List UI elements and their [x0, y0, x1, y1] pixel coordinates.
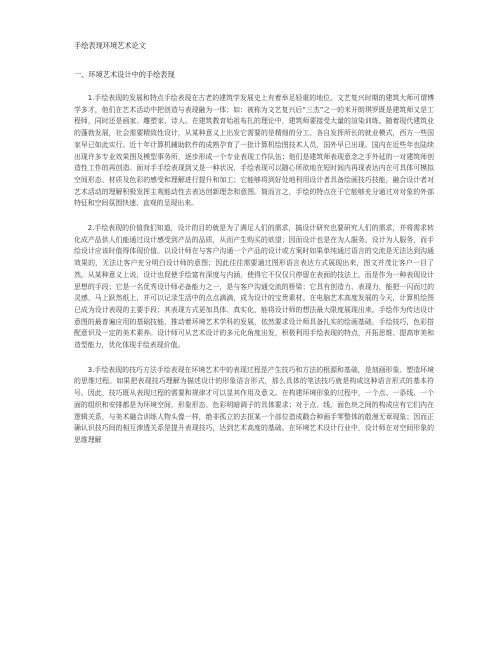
document-title: 手绘表现环境艺术论文: [74, 41, 146, 50]
paragraph-value: 2.手绘表现的价值我们知道，设计的目的就是为了满足人们的需求，搞设计研究也要研究人们的需求，并将需求转化成产品供人们能通过设计感受到产品的品质，从而产生购买的欲望；因而设计也是在为人服务。设计为人服务，而手绘设计应该时值得体现价值。以设计师在与客户沟通一个产品的设计或方案时如果单纯通过语言的交流是无法达到沟通效果的，无法让客户充分明白设计师的意图；因此往往需要通过图形语言表达方式展现出来，图文并茂让客户一目了然。从某种意义上说，设计也促使手绘富有深度与内涵，使得它不仅仅只停留在表面的技法上，而是作为一种表现设计思想的手段；它是一名优秀设计师必备能力之一，是与客户沟通交流的桥梁；它具有创造力、表现力，能把一闪而过的灵感，马上跃然纸上，并可以记录生活中的点点滴滴，成为设计的宝贵素材。在电脑艺术高度发展的今天，计算机绘图已成为设计表现的主要手段；其表现方式更加具体、真实化，能将设计师的想法最大限度展现出来。手绘作为传达设计意图的最普遍应用的基础技能，推动着环境艺术学科的发展，依然要求设计师具备扎实的绘画基础，手绘技巧，色彩搭配意识及一定的美术素养。设计师可从艺术设计的多元化角度出发，积极利用手绘表现的特点，开拓思维、提高审美和造型能力，优化体现手绘表现价值。: [74, 224, 434, 350]
paragraph-techniques: 3.手绘表现的技巧方法手绘表现在环境艺术中的表现过程是产生技巧和方法的根源和基础，是刻画形象、塑造环境的思维过程。如果把表现技巧理解为描述设计的形象语言形式，那么具体的笔法技巧就是构成这种语言形式的基本符号。因此，技巧既从表现过程的需要和规律才可以显其作用及意义。在构建环境形象的过程中，一个点、一条线、一个面的组织和安排都是为环境空间、形象形态、色彩明暗调子的具体要求；对于点、线、面色块之间的构成应有它们内在逻辑关系，与美术融合训练人物头像一样，绝非孤立的去抠某一个部位造成戳合种画手零整体的散漫无章现象；因而正确认识技巧间的相互渗透关系是提升表现技巧，达到艺术高度的基础。在环境艺术设计行业中，设计师在对空间形象的思维理解: [74, 365, 434, 444]
section-heading: 一、环境艺术设计中的手绘表现: [74, 70, 175, 79]
paragraph-development: 1.手绘表现的发展和特点手绘表现在古老的建筑学发展史上有着举足轻重的地位。文艺复兴时期的建筑大师可谓博学多才，他们在艺术活动中把创造与表现融为一体；如：被称为文艺复兴后“三杰”之一的米开朗琪罗既是建筑师又是工程师，同时还是画家、雕塑家、诗人。在建筑教育始祖布扎的理论中，建筑师要接受大量的渲染训练。随着现代建筑业的蓬勃发展，社会需要精致性设计，从某种意义上出发它需要的是精细的分工、各自发挥所长的就业模式，西方一些国家早已如此实行。近十年计算机辅助软件的成熟孕育了一批计算机绘图技术人员，国外早已出现、国内在近些年也陆续出现许多专业效果图及模型事务所，逐步形成一个专业表现工作队伍；他们是建筑师表现意念之手外延的一对建筑师创造性工作的再创造。面对手手绘表现到又是一种状况，手绘表现可以随心所欲地在短时间内再现表达内在可具体可模拟空间形态、材质及色彩的感受和理解进行提升和加工；它能够将到好处地利用设计者具备绘画技巧技能，融合设计者对艺术活动的理解积极发挥主观能动性去表达创新理念和意图。简而言之，手绘的特点在于它能够充分通过对对象的外部特征和空间氛围快速、直观的呈现出来。: [74, 94, 434, 208]
